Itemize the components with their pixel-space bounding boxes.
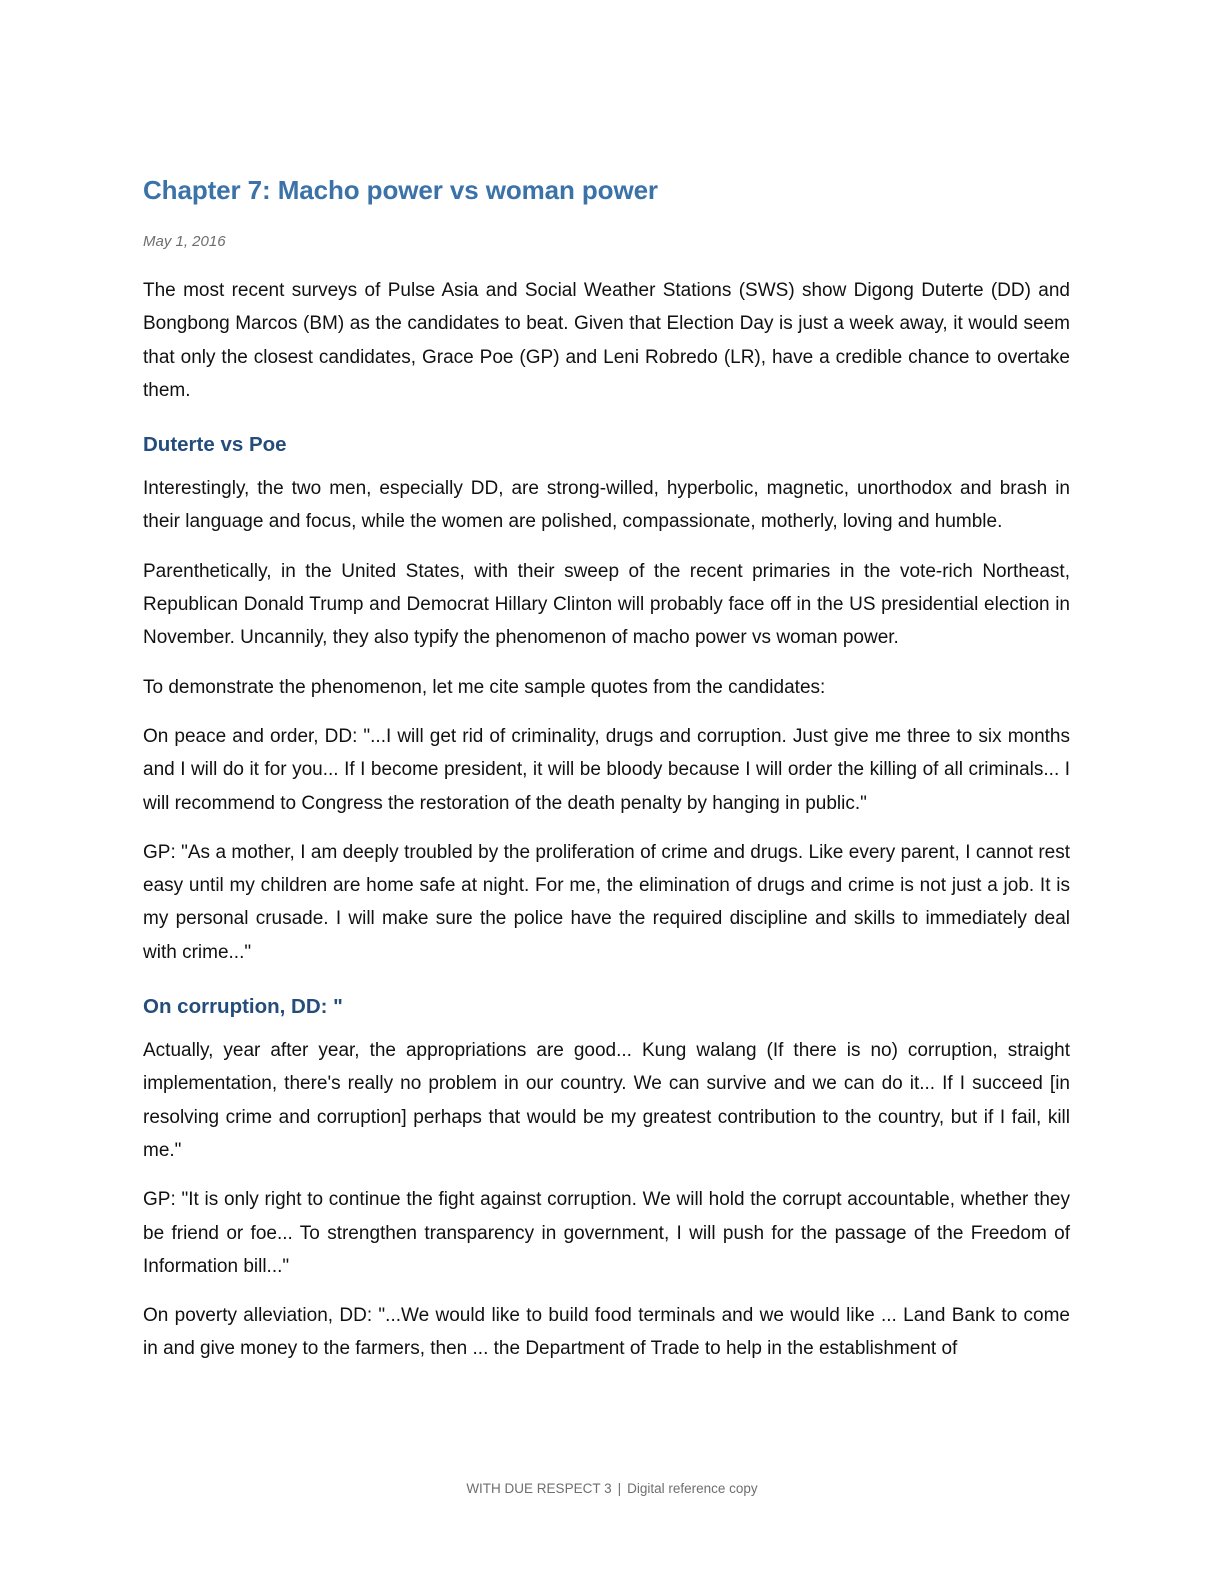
paragraph-corruption-dd: Actually, year after year, the appropriations are good... Kung walang (If there is no) corruption, straight implementation, there's really no problem in our country. We can survive and we can do it... If I succeed [in resolving crime and corruption] perhaps that would be my greatest contribution to the country, but if I fail, kill me."	[143, 1040, 1070, 1161]
chapter-title: Chapter 7: Macho power vs woman power	[143, 175, 658, 205]
section-heading-corruption: On corruption, DD: "	[143, 995, 343, 1019]
paragraph-us-election: Parenthetically, in the United States, with their sweep of the recent primaries in the vote-rich Northeast, Republican Donald Trump and Democrat Hillary Clinton will probably face off in the US presidential election in November. Uncannily, they also typify the phenomenon of macho power vs woman power.	[143, 560, 1070, 649]
footer-book-title: WITH DUE RESPECT 3	[466, 1481, 612, 1496]
chapter-date: May 1, 2016	[143, 233, 226, 250]
footer-note: Digital reference copy	[627, 1481, 758, 1496]
page-footer	[0, 1480, 1224, 1498]
page-content	[143, 172, 1070, 1366]
paragraph-corruption-gp: GP: "It is only right to continue the fight against corruption. We will hold the corrupt accountable, whether they be friend or foe... To strengthen transparency in government, I will push for the passage of the Freedom of Information bill..."	[143, 1189, 1070, 1277]
paragraph-poverty-dd: On poverty alleviation, DD: "...We would like to build food terminals and we would like ... Land Bank to come in and give money to the farmers, then ... the Department of Trade to help in the establishment of	[143, 1305, 1070, 1360]
paragraph-peace-order-dd: On peace and order, DD: "...I will get rid of criminality, drugs and corruption. Just give me three to six months and I will do it for you... If I become president, it will be bloody because I will order the killing of all criminals... I will recommend to Congress the restoration of the death penalty by hanging in public."	[143, 725, 1070, 814]
footer-separator: |	[617, 1481, 622, 1496]
section-heading-duterte-vs-poe: Duterte vs Poe	[143, 433, 287, 457]
paragraph-peace-order-gp: GP: "As a mother, I am deeply troubled by the proliferation of crime and drugs. Like every parent, I cannot rest easy until my children are home safe at night. For me, the elimination of drugs and crime is not just a job. It is my personal crusade. I will make sure the police have the required discipline and skills to immediately deal with crime..."	[143, 841, 1070, 963]
paragraph-sample-quotes-intro: To demonstrate the phenomenon, let me cite sample quotes from the candidates:	[143, 676, 826, 698]
intro-paragraph: The most recent surveys of Pulse Asia and Social Weather Stations (SWS) show Digong Duterte (DD) and Bongbong Marcos (BM) as the candidates to beat. Given that Election Day is just a week away, it would seem that only the closest candidates, Grace Poe (GP) and Leni Robredo (LR), have a credible chance to overtake them.	[143, 280, 1070, 401]
paragraph-candidate-traits: Interestingly, the two men, especially DD, are strong-willed, hyperbolic, magnetic, unorthodox and brash in their language and focus, while the women are polished, compassionate, motherly, loving and humble.	[143, 478, 1070, 533]
